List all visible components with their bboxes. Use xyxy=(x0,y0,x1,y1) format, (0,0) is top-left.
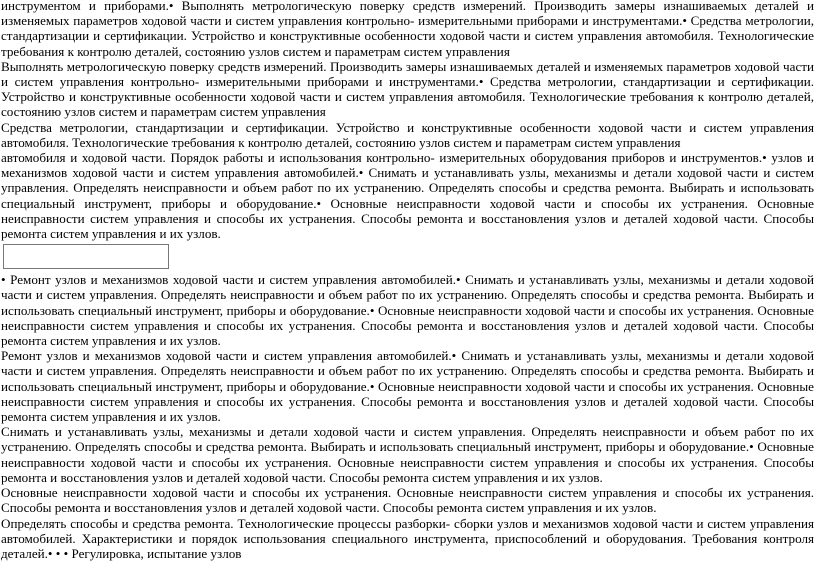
document-page xyxy=(1,0,814,561)
paragraph-9: Определять способы и средства ремонта. Технологические процессы разборки- сборки узлов и механизмов ходовой части и систем управления автомобилей. Характеристики и порядок использования специального инструмента, приспособлений и оборудования. Требования контроля деталей.• • • Регулировка, испытание узлов xyxy=(1,516,814,561)
paragraph-2: Выполнять метрологическую поверку средств измерений. Производить замеры изнашиваемых деталей и изменяемых параметров ходовой части и систем управления контрольно- измерительными приборами и инструментами.• Средства метрологии, стандартизации и сертификации. Устройство и конструктивные особенности ходовой части и систем управления автомобиля. Технологические требования к контролю деталей, состоянию узлов систем и параметрам систем управления xyxy=(1,59,814,120)
paragraph-8: Основные неисправности ходовой части и способы их устранения. Основные неисправности систем управления и способы их устранения. Способы ремонта и восстановления узлов и деталей ходовой части. Способы ремонта систем управления и их узлов. xyxy=(1,485,814,515)
paragraph-4: автомобиля и ходовой части. Порядок работы и использования контрольно- измерительных оборудования приборов и инструментов.• узлов и механизмов ходовой части и систем управления автомобилей.• Снимать и устанавливать узлы, механизмы и детали ходовой части и систем управления. Определять неисправности и объем работ по их устранению. Определять способы и средства ремонта. Выбирать и использовать специальный инструмент, приборы и оборудование.• Основные неисправности ходовой части и способы их устранения. Основные неисправности систем управления и способы их устранения. Способы ремонта и восстановления узлов и деталей ходовой части. Способы ремонта систем управления и их узлов. xyxy=(1,150,814,241)
paragraph-5: • Ремонт узлов и механизмов ходовой части и систем управления автомобилей.• Снимать и устанавливать узлы, механизмы и детали ходовой части и систем управления. Определять неисправности и объем работ по их устранению. Определять способы и средства ремонта. Выбирать и использовать специальный инструмент, приборы и оборудование.• Основные неисправности ходовой части и способы их устранения. Основные неисправности систем управления и способы их устранения. Способы ремонта и восстановления узлов и деталей ходовой части. Способы ремонта систем управления и их узлов. xyxy=(1,272,814,348)
empty-text-box[interactable] xyxy=(3,244,169,269)
paragraph-3: Средства метрологии, стандартизации и сертификации. Устройство и конструктивные особенности ходовой части и систем управления автомобиля. Технологические требования к контролю деталей, состоянию узлов систем и параметрам систем управления xyxy=(1,120,814,150)
paragraph-6: Ремонт узлов и механизмов ходовой части и систем управления автомобилей.• Снимать и устанавливать узлы, механизмы и детали ходовой части и систем управления. Определять неисправности и объем работ по их устранению. Определять способы и средства ремонта. Выбирать и использовать специальный инструмент, приборы и оборудование.• Основные неисправности ходовой части и способы их устранения. Основные неисправности систем управления и способы их устранения. Способы ремонта и восстановления узлов и деталей ходовой части. Способы ремонта систем управления и их узлов. xyxy=(1,348,814,424)
paragraph-1: инструментом и приборами.• Выполнять метрологическую поверку средств измерений. Производить замеры изнашиваемых деталей и изменяемых параметров ходовой части и систем управления контрольно- измерительными приборами и инструментами.• Средства метрологии, стандартизации и сертификации. Устройство и конструктивные особенности ходовой части и систем управления автомобиля. Технологические требования к контролю деталей, состоянию узлов систем и параметрам систем управления xyxy=(1,0,814,59)
paragraph-7: Снимать и устанавливать узлы, механизмы и детали ходовой части и систем управления. Определять неисправности и объем работ по их устранению. Определять способы и средства ремонта. Выбирать и использовать специальный инструмент, приборы и оборудование.• Основные неисправности ходовой части и способы их устранения. Основные неисправности систем управления и способы их устранения. Способы ремонта и восстановления узлов и деталей ходовой части. Способы ремонта систем управления и их узлов. xyxy=(1,424,814,485)
